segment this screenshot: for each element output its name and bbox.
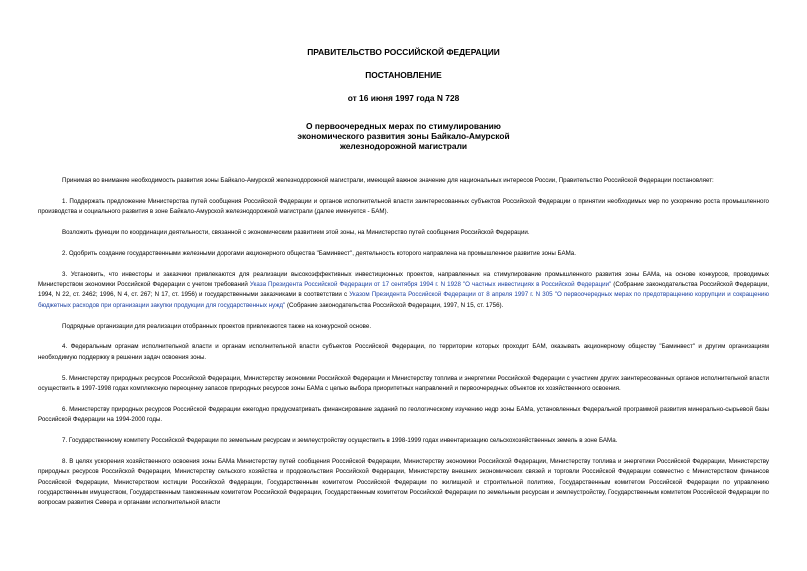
document-title [0, 121, 807, 151]
paragraph-3b: Подрядные организации для реализации отобранных проектов привлекаются также на конкурсной основе. [62, 322, 372, 330]
paragraph-3 [38, 270, 769, 312]
paragraph-5: 5. Министерству природных ресурсов Российской Федерации, Министерству экономики Российской Федерации и Министерству топлива и энергетики Российской Федерации с участием других заинтересованных органов исполнительной власти осуществить в 1997-1998 годах комплексную переоценку запасов природных ресурсов зоны БАМа с целью выбора приоритетных направлений и первоочередных объектов их хозяйственного освоения. [38, 374, 769, 393]
decree-305-link[interactable]: Указом Президента Российской Федерации от 8 апреля 1997 г. N 305 "О первоочередных мерах по предотвращению коррупции и сокращению бюджетных расходов при организации закупки продукции для государственных нужд" [38, 291, 769, 309]
paragraph-2: 2. Одобрить создание государственными железными дорогами акционерного общества "Баминвест", деятельность которого направлена на промышленное развитие зоны БАМа. [62, 249, 576, 257]
document-type: ПОСТАНОВЛЕНИЕ [365, 70, 442, 80]
paragraph-3-text-b: (Собрание законодательства Российской Федерации, 1994, N 22, ст. 2462; 1996, N 4, ст. 267; N 17, ст. 1956) и государственными заказчиками в соответствии с [38, 281, 770, 299]
document-title-line: О первоочередных мерах по стимулированию [306, 121, 501, 131]
paragraph-3-text-c: (Собрание законодательства Российской Федерации, 1997, N 15, ст. 1756). [285, 301, 504, 309]
decree-1928-link[interactable]: Указа Президента Российской Федерации от 17 сентября 1994 г. N 1928 "О частных инвестициях в Российской Федерации" [249, 281, 612, 288]
paragraph-intro: Принимая во внимание необходимость развития зоны Байкало-Амурской железнодорожной магистрали, имеющей важное значение для национальных интересов России, Правительство Российской Федерации постановляет: [62, 177, 714, 184]
paragraph-1: 1. Поддержать предложение Министерства путей сообщения Российской Федерации и органов исполнительной власти заинтересованных субъектов Российской Федерации о принятии необходимых мер по ускорению роста промышленного производства и социального развития в зоне Байкало-Амурской железнодорожной магистрали (далее именуется - БАМ). [38, 197, 769, 216]
paragraph-4: 4. Федеральным органам исполнительной власти и органам исполнительной власти субъектов Российской Федерации, по территории которых проходит БАМ, оказывать акционерному обществу "Баминвест" и другим организациям необходимую поддержку в решении задач освоения зоны. [38, 343, 769, 361]
paragraph-8: 8. В целях ускорения хозяйственного освоения зоны БАМа Министерству путей сообщения Российской Федерации, Министерству экономики Российской Федерации, Министерству топлива и энергетики Российской Федерации, Министерству природных ресурсов Российской Федерации, Министерству сельского хозяйства и продовольствия Российской Федерации, Министерству внешних экономических связей и торговли Российской Федерации совместно с Министерством финансов Российской Федерации, Министерством юстиции Российской Федерации, Государственным комитетом Российской Федерации по жилищной и строительной политике, Государственным комитетом Российской Федерации по управлению государственным имуществом, Государственным таможенным комитетом Российской Федерации, Государственным комитетом Российской Федерации по земельным ресурсам и землеустройству, Государственным комитетом Российской Федерации по вопросам развития Севера и органами исполнительной власти [38, 457, 769, 507]
document-title-line: железнодорожной магистрали [339, 141, 468, 151]
paragraph-3-text-a: 3. Установить, что инвесторы и заказчики привлекаются для реализации высокоэффективных инвестиционных проектов, направленных на стимулирование промышленного развития зоны БАМа, на основе конкурсов, проводимых Министерством экономики Российской Федерации с учетом требований [38, 270, 769, 288]
paragraph-6: 6. Министерству природных ресурсов Российской Федерации ежегодно предусматривать финансирование заданий по геологическому изучению недр зоны БАМа, установленных Федеральной программой развития минерально-сырьевой базы Российской Федерации на 1994-2000 годы. [38, 405, 769, 424]
document-title-line: экономического развития зоны Байкало-Амурской [297, 131, 510, 141]
paragraph-7: 7. Государственному комитету Российской Федерации по земельным ресурсам и землеустройству осуществить в 1998-1999 годах инвентаризацию сельскохозяйственных земель в зоне БАМа. [62, 437, 618, 445]
paragraph-1b: Возложить функции по координации деятельности, связанной с экономическим развитием этой зоны, на Министерство путей сообщения Российской Федерации. [62, 229, 530, 236]
government-name: ПРАВИТЕЛЬСТВО РОССИЙСКОЙ ФЕДЕРАЦИИ [307, 47, 500, 57]
document-date-number: от 16 июня 1997 года N 728 [347, 93, 460, 103]
document-body [38, 176, 769, 509]
